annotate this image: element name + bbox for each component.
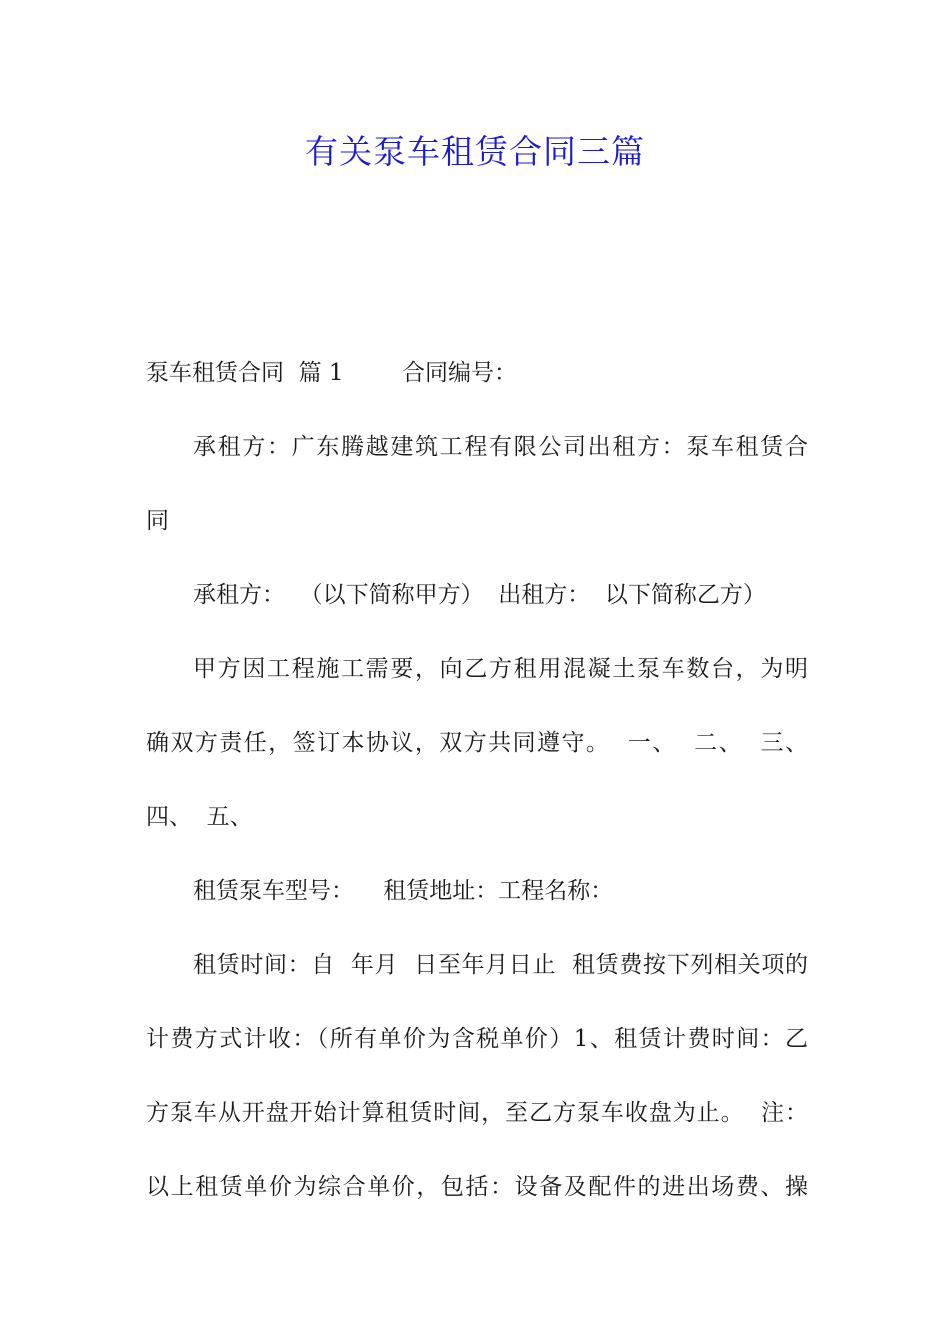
document-body	[146, 336, 808, 1224]
body-line-rental-period: 租赁时间：自 年月 日至年月日止 租赁费按下列相关项的	[193, 952, 808, 978]
body-line-billing-time: 方泵车从开盘开始计算租赁时间，至乙方泵车收盘为止。 注：	[146, 1100, 808, 1126]
body-line-lessee-info: 承租方：广东腾越建筑工程有限公司出租方：泵车租赁合	[193, 434, 808, 460]
body-line-purpose: 甲方因工程施工需要，向乙方租用混凝土泵车数台，为明	[193, 656, 808, 682]
body-line-unit-price-note: 以上租赁单价为综合单价，包括：设备及配件的进出场费、操	[146, 1174, 808, 1200]
document-title: 有关泵车租赁合同三篇	[305, 132, 645, 171]
body-line-model-address: 租赁泵车型号： 租赁地址：工程名称：	[193, 878, 614, 904]
body-line-parties: 承租方： （以下简称甲方） 出租方： 以下简称乙方）	[193, 582, 766, 608]
body-line-sections: 四、 五、	[146, 804, 253, 830]
body-line-billing-method: 计费方式计收：（所有单价为含税单价）1、租赁计费时间：乙	[146, 1026, 808, 1052]
body-line-contract-heading: 泵车租赁合同 篇 1 合同编号：	[146, 360, 518, 386]
body-line-lessee-info-cont: 同	[146, 508, 169, 534]
body-line-purpose-cont: 确双方责任，签订本协议，双方共同遵守。 一、 二、 三、	[146, 730, 808, 756]
